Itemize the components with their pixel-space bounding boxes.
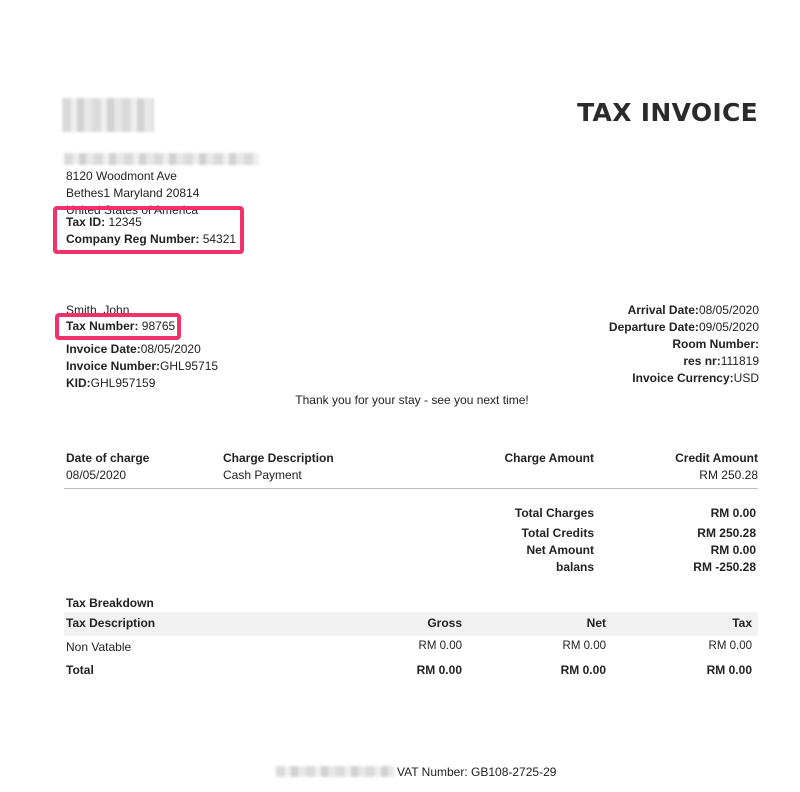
arrival-value: 08/05/2020 xyxy=(698,303,759,317)
departure-row xyxy=(609,319,759,336)
thank-you-message: Thank you for your stay - see you next time! xyxy=(295,393,529,407)
document-title: TAX INVOICE xyxy=(577,98,758,127)
departure-value: 09/05/2020 xyxy=(698,320,759,334)
balans-label: balans xyxy=(555,560,594,574)
currency-row xyxy=(609,370,759,387)
supplier-address-line2: Bethes1 Maryland 20814 xyxy=(66,186,200,200)
supplier-address-line1: 8120 Woodmont Ave xyxy=(66,169,177,183)
charges-header-date: Date of charge xyxy=(66,451,150,465)
supplier-address-line3: United States of America xyxy=(66,203,199,214)
invoice-number-row xyxy=(66,358,218,375)
company-reg-value: 54321 xyxy=(199,232,237,246)
tax-breakdown-title: Tax Breakdown xyxy=(66,596,154,610)
redacted-footer-company xyxy=(276,766,394,777)
invoice-date-value: 08/05/2020 xyxy=(140,342,201,356)
total-credits-value: RM 250.28 xyxy=(697,526,756,540)
res-row xyxy=(609,353,759,370)
tax-header-description: Tax Description xyxy=(66,616,156,630)
res-value: 111819 xyxy=(720,354,759,368)
kid-value: GHL957159 xyxy=(90,376,156,390)
kid-row xyxy=(66,375,218,392)
tax-id-label: Tax ID: xyxy=(66,215,106,229)
tax-header-net: Net xyxy=(586,616,606,630)
charges-header-description: Charge Description xyxy=(223,451,334,465)
totals-labels xyxy=(515,505,594,576)
invoice-number-value: GHL95715 xyxy=(160,359,219,373)
tax-number-value: 98765 xyxy=(138,319,176,333)
balans-value: RM -250.28 xyxy=(693,560,756,574)
total-charges-label: Total Charges xyxy=(514,506,594,520)
tax-row-net: RM 0.00 xyxy=(562,640,606,652)
invoice-date-row xyxy=(66,341,218,358)
tax-total-description: Total xyxy=(66,663,94,677)
res-label: res nr: xyxy=(683,354,721,368)
tax-row-gross: RM 0.00 xyxy=(418,640,462,652)
net-amount-label: Net Amount xyxy=(526,543,594,557)
invoice-date-label: Invoice Date: xyxy=(66,342,141,356)
invoice-number-label: Invoice Number: xyxy=(66,359,161,373)
stay-block xyxy=(609,302,759,387)
tax-number-label: Tax Number: xyxy=(66,319,139,333)
tax-total-gross: RM 0.00 xyxy=(416,663,462,677)
guest-name: Smith, John xyxy=(66,303,130,316)
charge-row-date: 08/05/2020 xyxy=(66,468,127,482)
company-reg-label: Company Reg Number: xyxy=(66,232,200,246)
tax-header-tax: Tax xyxy=(732,616,752,630)
tax-row-tax: RM 0.00 xyxy=(708,640,752,652)
total-charges-value: RM 0.00 xyxy=(710,506,756,520)
room-row xyxy=(609,336,759,353)
charges-divider xyxy=(64,488,758,489)
currency-value: USD xyxy=(733,371,759,385)
room-label: Room Number: xyxy=(672,337,759,351)
total-credits-label: Total Credits xyxy=(521,526,594,540)
totals-values xyxy=(693,505,756,576)
kid-label: KID: xyxy=(66,376,91,390)
arrival-label: Arrival Date: xyxy=(627,303,699,317)
tax-header-gross: Gross xyxy=(427,616,462,630)
charges-header-charge-amount: Charge Amount xyxy=(504,451,594,465)
tax-breakdown-header-bar xyxy=(64,612,758,636)
charge-row-description: Cash Payment xyxy=(223,468,302,482)
redacted-company-name xyxy=(64,153,259,165)
footer-vat-number: VAT Number: GB108-2725-29 xyxy=(397,765,557,779)
departure-label: Departure Date: xyxy=(608,320,699,334)
charge-row-credit: RM 250.28 xyxy=(699,468,758,482)
highlight-box-guest-tax xyxy=(55,313,181,340)
tax-row-description: Non Vatable xyxy=(66,640,132,654)
redacted-logo xyxy=(62,98,154,132)
tax-id-value: 12345 xyxy=(105,215,142,229)
charges-header-credit-amount: Credit Amount xyxy=(675,451,758,465)
tax-total-net: RM 0.00 xyxy=(560,663,606,677)
net-amount-value: RM 0.00 xyxy=(710,543,756,557)
arrival-row xyxy=(609,302,759,319)
highlight-box-supplier-tax xyxy=(53,206,244,254)
tax-total-tax: RM 0.00 xyxy=(706,663,752,677)
currency-label: Invoice Currency: xyxy=(632,371,734,385)
